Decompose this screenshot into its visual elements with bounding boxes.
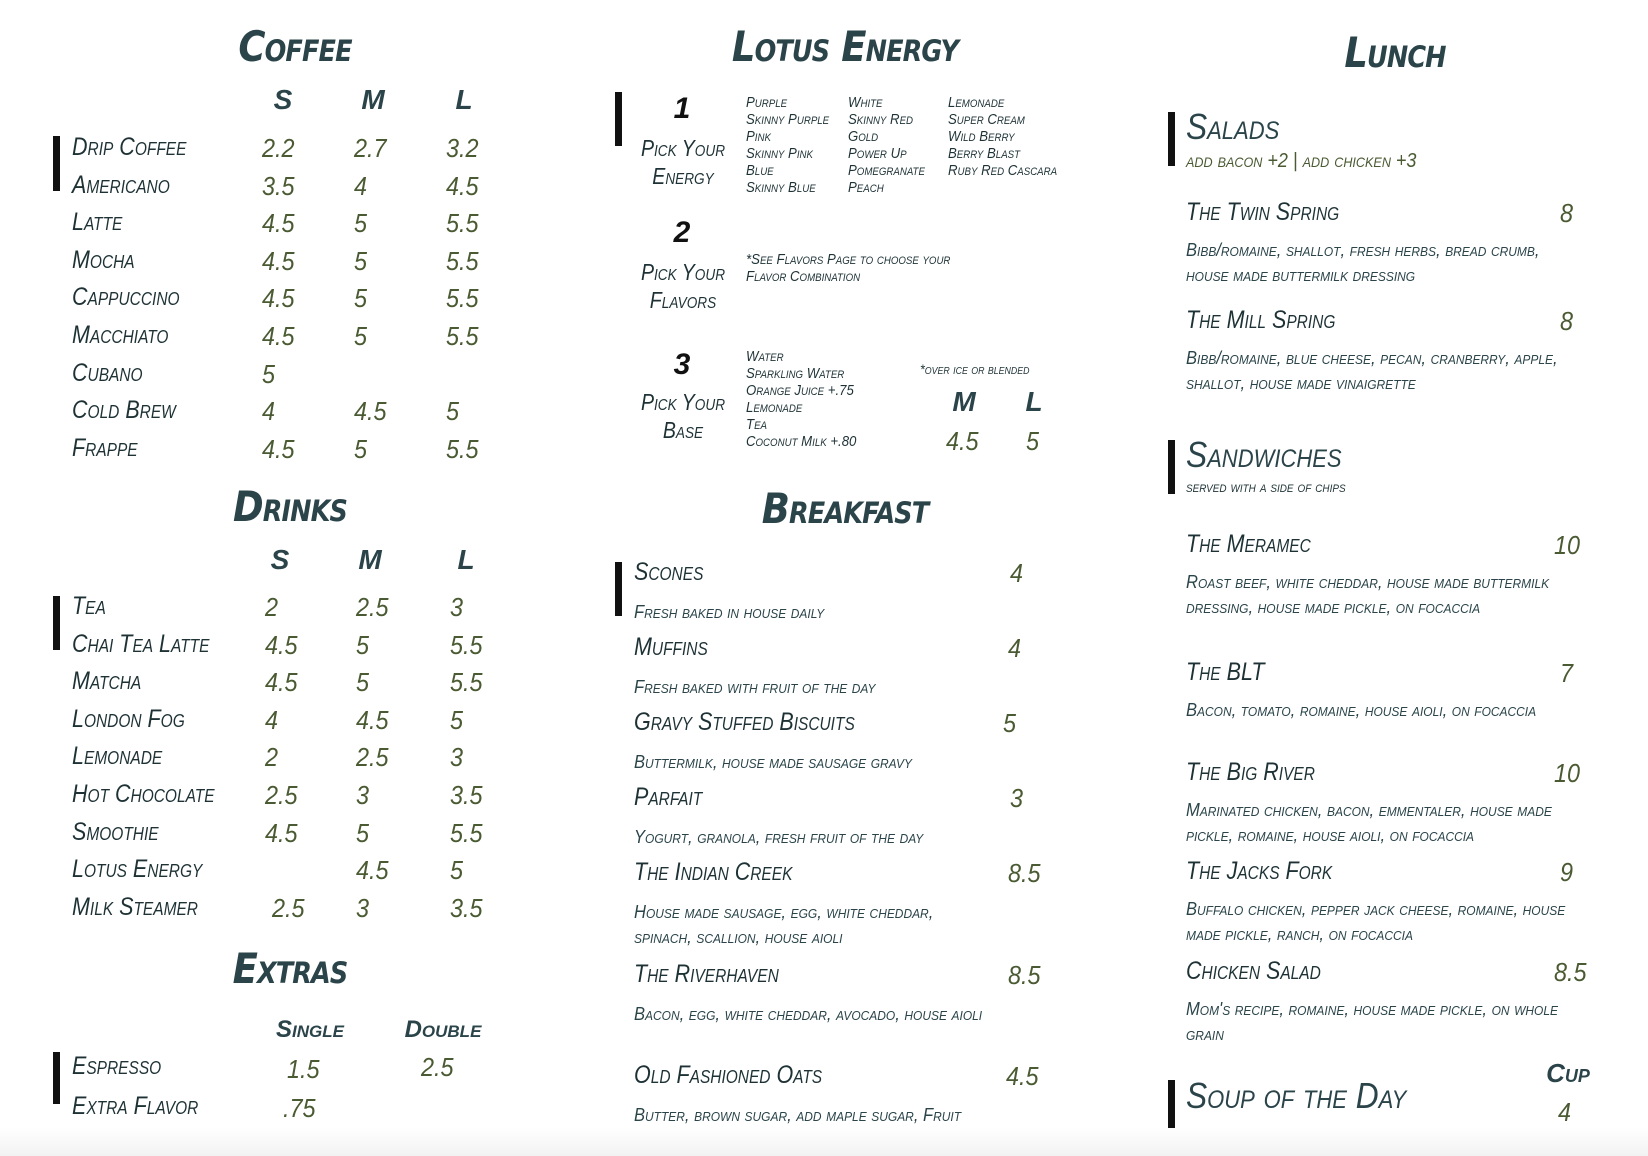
coffee-price-drip-coffee-l: 3.2 xyxy=(446,133,479,163)
extras-item-extra-flavor: Extra Flavor xyxy=(72,1092,199,1120)
lotus-step-3-note: *over ice or blended xyxy=(920,361,1030,377)
lotus-size-l: L xyxy=(1025,386,1043,417)
coffee-price-cappuccino-m: 5 xyxy=(354,283,368,314)
coffee-price-latte-m: 5 xyxy=(354,208,368,239)
drinks-price-milk-steamer-m: 3 xyxy=(356,892,370,923)
drinks-price-lemonade-s: 2 xyxy=(265,742,279,773)
coffee-price-frappe-s: 4.5 xyxy=(262,433,295,464)
sandwiches-accent-bar xyxy=(1168,440,1175,494)
drinks-item-milk-steamer: Milk Steamer xyxy=(72,892,198,921)
drinks-price-chai-tea-latte-l: 5.5 xyxy=(450,629,483,660)
coffee-item-cubano: Cubano xyxy=(72,358,143,387)
breakfast-desc-the-riverhaven: Bacon, egg, white cheddar, avocado, house aioli xyxy=(634,1004,983,1024)
drinks-item-london-fog: London Fog xyxy=(72,704,185,733)
drinks-size-s: S xyxy=(270,544,290,575)
breakfast-item-parfait: Parfait xyxy=(634,783,703,811)
energy-option-peach: Peach xyxy=(848,179,884,196)
coffee-price-latte-l: 5.5 xyxy=(446,208,479,239)
breakfast-item-old-fashioned-oats: Old Fashioned Oats xyxy=(634,1061,823,1089)
energy-option-skinny-pink: Skinny Pink xyxy=(746,145,814,162)
sandwich-item-the-meramec: The Meramec xyxy=(1186,530,1311,558)
breakfast-item-the-riverhaven: The Riverhaven xyxy=(634,960,779,988)
breakfast-price-the-indian-creek: 8.5 xyxy=(1008,858,1041,888)
energy-option-berry-blast: Berry Blast xyxy=(948,145,1021,162)
coffee-price-americano-m: 4 xyxy=(354,170,368,201)
breakfast-title: Breakfast xyxy=(761,484,929,533)
drinks-price-tea-s: 2 xyxy=(265,592,279,622)
breakfast-price-old-fashioned-oats: 4.5 xyxy=(1006,1061,1039,1091)
coffee-price-cubano-s: 5 xyxy=(262,358,276,389)
coffee-price-latte-s: 4.5 xyxy=(262,208,295,239)
drinks-price-smoothie-m: 5 xyxy=(356,817,370,848)
base-option-water: Water xyxy=(746,348,784,365)
lotus-step-1-label-line2: Energy xyxy=(652,163,714,189)
drinks-price-milk-steamer-s: 2.5 xyxy=(272,892,305,923)
coffee-price-drip-coffee-m: 2.7 xyxy=(354,133,387,163)
breakfast-item-gravy-stuffed-biscuits: Gravy Stuffed Biscuits xyxy=(634,708,855,736)
breakfast-item-the-indian-creek: The Indian Creek xyxy=(634,858,793,886)
breakfast-desc-muffins: Fresh baked with fruit of the day xyxy=(634,677,876,697)
base-option-coconut-milk-80: Coconut Milk +.80 xyxy=(746,433,857,450)
coffee-price-mocha-l: 5.5 xyxy=(446,245,479,276)
coffee-size-m: M xyxy=(361,84,385,115)
drinks-price-chai-tea-latte-m: 5 xyxy=(356,629,370,660)
coffee-price-drip-coffee-s: 2.2 xyxy=(262,133,295,163)
coffee-price-frappe-l: 5.5 xyxy=(446,433,479,464)
drinks-price-hot-chocolate-m: 3 xyxy=(356,780,370,810)
sandwich-item-chicken-salad: Chicken Salad xyxy=(1186,957,1321,985)
drinks-price-london-fog-s: 4 xyxy=(265,704,279,735)
energy-option-super-cream: Super Cream xyxy=(948,111,1025,128)
energy-option-purple: Purple xyxy=(746,94,788,111)
energy-option-skinny-blue: Skinny Blue xyxy=(746,179,816,196)
breakfast-desc-scones: Fresh baked in house daily xyxy=(634,602,825,622)
drinks-price-chai-tea-latte-s: 4.5 xyxy=(265,629,298,660)
coffee-price-cold-brew-m: 4.5 xyxy=(354,396,387,427)
drinks-price-matcha-l: 5.5 xyxy=(450,667,483,698)
sandwich-price-the-big-river: 10 xyxy=(1554,758,1581,788)
sandwich-price-the-blt: 7 xyxy=(1560,658,1574,688)
coffee-price-mocha-m: 5 xyxy=(354,245,368,276)
breakfast-accent-bar xyxy=(615,562,622,616)
drinks-price-london-fog-m: 4.5 xyxy=(356,704,389,735)
salads-accent-bar xyxy=(1168,112,1175,166)
coffee-size-l: L xyxy=(455,84,473,115)
drinks-price-lotus-energy-m: 4.5 xyxy=(356,855,389,886)
coffee-price-frappe-m: 5 xyxy=(354,433,368,464)
coffee-item-cold-brew: Cold Brew xyxy=(72,396,176,425)
coffee-price-cold-brew-l: 5 xyxy=(446,396,460,427)
base-option-sparkling-water: Sparkling Water xyxy=(746,365,845,382)
drinks-price-tea-m: 2.5 xyxy=(356,592,389,622)
coffee-size-s: S xyxy=(273,84,293,115)
drinks-item-hot-chocolate: Hot Chocolate xyxy=(72,780,215,808)
drinks-item-smoothie: Smoothie xyxy=(72,817,159,846)
energy-option-skinny-red: Skinny Red xyxy=(848,111,914,128)
breakfast-price-gravy-stuffed-biscuits: 5 xyxy=(1003,708,1017,738)
lotus-step-3-label-line2: Base xyxy=(662,417,704,443)
breakfast-desc-old-fashioned-oats: Butter, brown sugar, add maple sugar, Fruit xyxy=(634,1105,962,1125)
salad-desc-the-mill-spring: Bibb/romaine, blue cheese, pecan, cranberry, apple, shallot, house made vinaigrette xyxy=(1186,348,1558,393)
extras-price-espresso-single: 1.5 xyxy=(287,1054,320,1084)
drinks-price-milk-steamer-l: 3.5 xyxy=(450,892,483,923)
soup-price: 4 xyxy=(1558,1097,1572,1127)
breakfast-price-muffins: 4 xyxy=(1008,633,1022,663)
drinks-price-hot-chocolate-s: 2.5 xyxy=(265,780,298,810)
energy-option-blue: Blue xyxy=(746,162,774,179)
lotus-step-2-note-line1: *See Flavors Page to choose your xyxy=(746,251,951,268)
salad-item-the-twin-spring: The Twin Spring xyxy=(1186,198,1340,226)
coffee-price-mocha-s: 4.5 xyxy=(262,245,295,276)
sandwich-item-the-blt: The BLT xyxy=(1186,658,1265,686)
lotus-step-2-number: 2 xyxy=(673,216,691,249)
lotus-price-l: 5 xyxy=(1026,426,1040,456)
lotus-step-2-note-line2: Flavor Combination xyxy=(746,268,861,285)
drinks-item-lotus-energy: Lotus Energy xyxy=(72,855,203,884)
lotus-step-3-label-line1: Pick Your xyxy=(640,389,726,415)
soup-size-cup: Cup xyxy=(1546,1058,1590,1088)
drinks-price-london-fog-l: 5 xyxy=(450,704,464,735)
drinks-accent-bar xyxy=(53,596,60,650)
salads-heading: Salads xyxy=(1186,106,1280,147)
drinks-price-matcha-s: 4.5 xyxy=(265,667,298,698)
drinks-price-tea-l: 3 xyxy=(450,592,464,622)
coffee-price-macchiato-s: 4.5 xyxy=(262,321,295,351)
breakfast-price-parfait: 3 xyxy=(1010,783,1024,813)
extras-accent-bar xyxy=(53,1052,60,1104)
base-option-tea: Tea xyxy=(746,416,767,433)
extras-size-double: Double xyxy=(404,1016,482,1043)
lotus-accent-bar xyxy=(615,92,622,146)
breakfast-price-scones: 4 xyxy=(1010,558,1024,588)
coffee-item-latte: Latte xyxy=(72,208,123,237)
energy-option-wild-berry: Wild Berry xyxy=(948,128,1015,145)
drinks-price-lemonade-m: 2.5 xyxy=(356,742,389,773)
lotus-size-m: M xyxy=(952,386,976,417)
drinks-price-lemonade-l: 3 xyxy=(450,742,464,773)
coffee-item-cappuccino: Cappuccino xyxy=(72,283,180,312)
sandwich-price-chicken-salad: 8.5 xyxy=(1554,957,1587,987)
coffee-item-mocha: Mocha xyxy=(72,245,135,274)
breakfast-price-the-riverhaven: 8.5 xyxy=(1008,960,1041,990)
lotus-step-3-number: 3 xyxy=(673,348,691,381)
extras-item-espresso: Espresso xyxy=(72,1052,162,1080)
sandwich-desc-chicken-salad: Mom's recipe, romaine, house made pickle, on whole grain xyxy=(1186,999,1558,1044)
lotus-base-list xyxy=(746,348,871,450)
coffee-price-cappuccino-s: 4.5 xyxy=(262,283,295,314)
drinks-size-m: M xyxy=(358,544,382,575)
drinks-size-l: L xyxy=(457,544,475,575)
drinks-price-lotus-energy-l: 5 xyxy=(450,855,464,886)
drinks-item-chai-tea-latte: Chai Tea Latte xyxy=(72,629,210,658)
coffee-price-cappuccino-l: 5.5 xyxy=(446,283,479,314)
energy-option-lemonade: Lemonade xyxy=(948,94,1005,111)
energy-option-pink: Pink xyxy=(746,128,771,145)
drinks-item-matcha: Matcha xyxy=(72,667,142,696)
sandwich-desc-the-jacks-fork: Buffalo chicken, pepper jack cheese, romaine, house made pickle, ranch, on focaccia xyxy=(1186,899,1566,944)
breakfast-item-muffins: Muffins xyxy=(634,633,708,661)
lotus-energy-col-1 xyxy=(746,94,840,196)
sandwich-price-the-jacks-fork: 9 xyxy=(1560,857,1574,887)
drinks-title: Drinks xyxy=(232,482,348,531)
coffee-price-macchiato-m: 5 xyxy=(354,321,368,351)
soup-heading: Soup of the Day xyxy=(1186,1075,1407,1116)
page-bottom-shade xyxy=(0,1128,1648,1156)
lotus-step-1-number: 1 xyxy=(673,92,691,125)
drinks-price-hot-chocolate-l: 3.5 xyxy=(450,780,483,810)
coffee-price-cold-brew-s: 4 xyxy=(262,396,276,427)
lotus-title: Lotus Energy xyxy=(731,22,959,71)
energy-option-power-up: Power Up xyxy=(848,145,907,162)
base-option-lemonade: Lemonade xyxy=(746,399,803,416)
lotus-step-2-label-line2: Flavors xyxy=(649,287,717,313)
soup-accent-bar xyxy=(1168,1080,1175,1134)
coffee-accent-bar xyxy=(53,136,60,191)
drinks-item-lemonade: Lemonade xyxy=(72,742,163,771)
extras-price-espresso-double: 2.5 xyxy=(421,1052,454,1082)
coffee-price-americano-s: 3.5 xyxy=(262,170,295,201)
sandwich-item-the-jacks-fork: The Jacks Fork xyxy=(1186,857,1333,885)
drinks-price-matcha-m: 5 xyxy=(356,667,370,698)
coffee-item-americano: Americano xyxy=(72,170,170,199)
salad-price-the-twin-spring: 8 xyxy=(1560,198,1574,228)
sandwiches-subheading: served with a side of chips xyxy=(1186,479,1346,496)
coffee-item-frappe: Frappe xyxy=(72,433,138,462)
coffee-title: Coffee xyxy=(238,22,352,71)
salad-item-the-mill-spring: The Mill Spring xyxy=(1186,306,1336,334)
energy-option-ruby-red-cascara: Ruby Red Cascara xyxy=(948,162,1058,179)
lotus-energy-col-3 xyxy=(948,94,1072,179)
lotus-price-m: 4.5 xyxy=(946,426,979,456)
energy-option-skinny-purple: Skinny Purple xyxy=(746,111,830,128)
breakfast-desc-the-indian-creek: House made sausage, egg, white cheddar, spinach, scallion, house aioli xyxy=(634,902,934,947)
energy-option-gold: Gold xyxy=(848,128,879,145)
lotus-step-1-label-line1: Pick Your xyxy=(640,135,726,161)
drinks-price-smoothie-l: 5.5 xyxy=(450,817,483,848)
sandwich-item-the-big-river: The Big River xyxy=(1186,758,1315,786)
energy-option-pomegranate: Pomegranate xyxy=(848,162,925,179)
coffee-price-macchiato-l: 5.5 xyxy=(446,321,479,351)
extras-price-extra-flavor-single: .75 xyxy=(283,1093,316,1123)
breakfast-item-scones: Scones xyxy=(634,558,704,586)
coffee-item-drip-coffee: Drip Coffee xyxy=(72,133,187,161)
salads-subheading: add bacon +2 | add chicken +3 xyxy=(1186,150,1417,172)
coffee-item-macchiato: Macchiato xyxy=(72,321,169,349)
sandwich-desc-the-blt: Bacon, tomato, romaine, house aioli, on focaccia xyxy=(1186,700,1537,720)
breakfast-desc-parfait: Yogurt, granola, fresh fruit of the day xyxy=(634,827,924,847)
salad-desc-the-twin-spring: Bibb/romaine, shallot, fresh herbs, bread crumb, house made buttermilk dressing xyxy=(1186,240,1540,285)
lotus-step-2-label-line1: Pick Your xyxy=(640,259,726,285)
drinks-price-smoothie-s: 4.5 xyxy=(265,817,298,848)
extras-size-single: Single xyxy=(276,1016,344,1043)
sandwich-desc-the-meramec: Roast beef, white cheddar, house made buttermilk dressing, house made pickle, on focaccia xyxy=(1186,572,1550,617)
coffee-price-americano-l: 4.5 xyxy=(446,170,479,201)
sandwiches-heading: Sandwiches xyxy=(1186,434,1342,475)
energy-option-white: White xyxy=(848,94,883,111)
breakfast-desc-gravy-stuffed-biscuits: Buttermilk, house made sausage gravy xyxy=(634,752,912,772)
drinks-item-tea: Tea xyxy=(72,592,106,620)
salad-price-the-mill-spring: 8 xyxy=(1560,306,1574,336)
base-option-orange-juice-75: Orange Juice +.75 xyxy=(746,382,854,399)
extras-title: Extras xyxy=(232,944,348,993)
lunch-title: Lunch xyxy=(1344,28,1446,77)
sandwich-desc-the-big-river: Marinated chicken, bacon, emmentaler, house made pickle, romaine, house aioli, on focaccia xyxy=(1186,800,1552,845)
sandwich-price-the-meramec: 10 xyxy=(1554,530,1581,560)
lotus-energy-col-2 xyxy=(848,94,935,196)
